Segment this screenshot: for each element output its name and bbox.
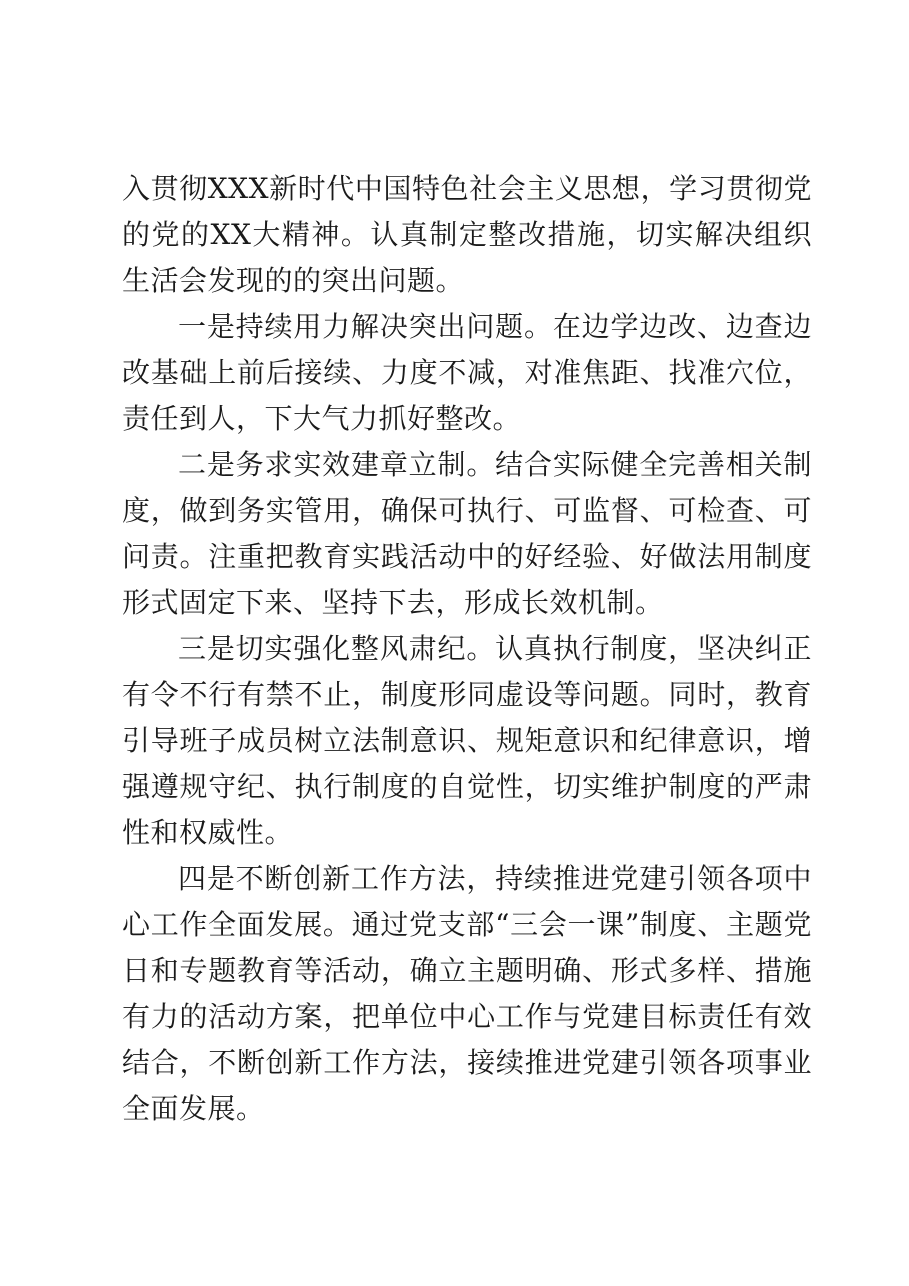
paragraph-item-3: 三是切实强化整风肃纪。认真执行制度，坚决纠正有令不行有禁不止，制度形同虚设等问题。同时，教育引导班子成员树立法制意识、规矩意识和纪律意识，增强遵规守纪、执行制度的自觉性，切实维护制度的严肃性和权威性。 xyxy=(122,632,812,849)
paragraph-item-2: 二是务求实效建章立制。结合实际健全完善相关制度，做到务实管用，确保可执行、可监督、可检查、可问责。注重把教育实践活动中的好经验、好做法用制度形式固定下来、坚持下去，形成长效机制。 xyxy=(122,448,812,619)
paragraph-item-4: 四是不断创新工作方法，持续推进党建引领各项中心工作全面发展。通过党支部“三会一课”制度、主题党日和专题教育等活动，确立主题明确、形式多样、措施有力的活动方案，把单位中心工作与党建目标责任有效结合，不断创新工作方法，接续推进党建引领各项事业全面发展。 xyxy=(122,862,812,1125)
paragraph-continuation: 入贯彻XXX新时代中国特色社会主义思想，学习贯彻党的党的XX大精神。认真制定整改措施，切实解决组织生活会发现的的突出问题。 xyxy=(122,172,812,297)
document-body xyxy=(122,166,812,1132)
paragraph-item-1: 一是持续用力解决突出问题。在边学边改、边查边改基础上前后接续、力度不减，对准焦距、找准穴位，责任到人，下大气力抓好整改。 xyxy=(122,310,812,435)
